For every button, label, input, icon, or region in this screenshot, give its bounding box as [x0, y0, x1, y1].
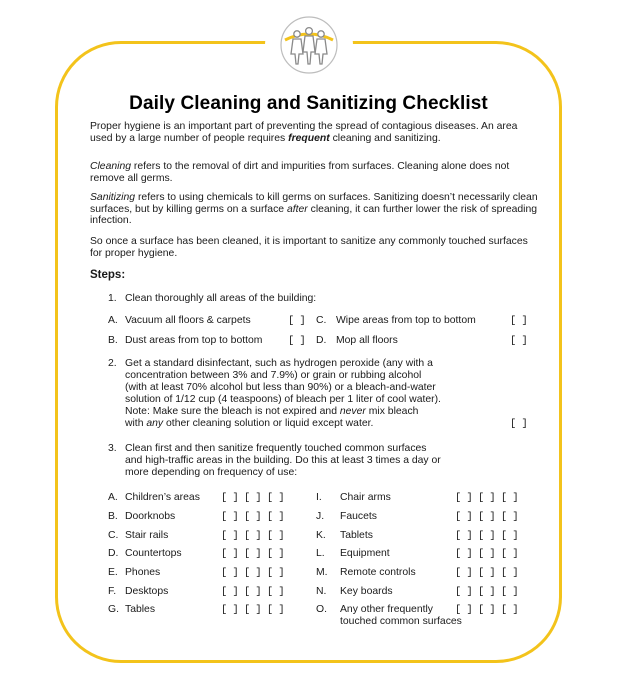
step-1-item-b-checkbox[interactable]: [ ] — [288, 335, 306, 347]
step-3-left-label: Doorknobs — [125, 511, 176, 522]
step-3-line-2: and high-traffic areas in the building. Do this at least 3 times a day or — [125, 455, 441, 466]
step-3-right-letter: O. — [316, 604, 327, 615]
step-3-right-label: Equipment — [340, 548, 390, 559]
page-title: Daily Cleaning and Sanitizing Checklist — [129, 93, 488, 114]
step-2-line-6: with any other cleaning solution or liquid except water. — [125, 418, 374, 429]
step-3-right-letter: I. — [316, 492, 322, 503]
step-3-right-label: Tablets — [340, 530, 373, 541]
step-2-line-1: Get a standard disinfectant, such as hydrogen peroxide (any with a — [125, 358, 433, 369]
step-3-left-label: Children’s areas — [125, 492, 200, 503]
step-1-item-b-label: Dust areas from top to bottom — [125, 335, 263, 346]
step-3-left-letter: C. — [108, 530, 119, 541]
step-3-left-label: Desktops — [125, 586, 169, 597]
step-3-left-checkboxes[interactable]: [ ] [ ] [ ] — [221, 511, 285, 523]
step-1-item-a-checkbox[interactable]: [ ] — [288, 315, 306, 327]
step-3-right-checkboxes[interactable]: [ ] [ ] [ ] — [455, 586, 519, 598]
step-3-left-checkboxes[interactable]: [ ] [ ] [ ] — [221, 586, 285, 598]
step-1-text: Clean thoroughly all areas of the building: — [125, 293, 317, 304]
step-3-left-checkboxes[interactable]: [ ] [ ] [ ] — [221, 530, 285, 542]
step-1-item-c-label: Wipe areas from top to bottom — [336, 315, 476, 326]
step-3-line-3: more depending on frequency of use: — [125, 467, 298, 478]
step-3-number: 3. — [108, 443, 117, 454]
intro-paragraph-1: Proper hygiene is an important part of preventing the spread of contagious diseases. An area used by a large number of people requires frequent cleaning and sanitizing. — [90, 121, 518, 144]
step-3-right-label-continued: touched common surfaces — [340, 616, 462, 627]
step-2-line-5: Note: Make sure the bleach is not expired and never mix bleach — [125, 406, 419, 417]
step-3-left-letter: E. — [108, 567, 118, 578]
step-3-right-letter: K. — [316, 530, 326, 541]
intro-paragraph-3: Sanitizing refers to using chemicals to kill germs on surfaces. Sanitizing doesn’t necessarily clean surfaces, but by killing germs on a surface after cleaning, it can further lower the risk of spreading infection. — [90, 192, 538, 226]
step-1-item-d-label: Mop all floors — [336, 335, 398, 346]
step-1-item-c-checkbox[interactable]: [ ] — [510, 315, 528, 327]
step-3-right-label: Chair arms — [340, 492, 391, 503]
step-3-left-letter: F. — [108, 586, 117, 597]
step-2-line-2: concentration between 3% and 7.9%) or grain or rubbing alcohol — [125, 370, 422, 381]
step-3-left-checkboxes[interactable]: [ ] [ ] [ ] — [221, 604, 285, 616]
step-1-item-d-letter: D. — [316, 335, 327, 346]
step-1-item-d-checkbox[interactable]: [ ] — [510, 335, 528, 347]
step-3-right-checkboxes[interactable]: [ ] [ ] [ ] — [455, 492, 519, 504]
step-2-line-4: solution of 1/12 cup (4 teaspoons) of bleach per 1 liter of cool water). — [125, 394, 441, 405]
step-3-right-letter: M. — [316, 567, 328, 578]
intro-paragraph-4: So once a surface has been cleaned, it is important to sanitize any commonly touched surfaces for proper hygiene. — [90, 236, 528, 259]
step-3-right-label: Any other frequently — [340, 604, 433, 615]
step-3-left-letter: D. — [108, 548, 119, 559]
steps-heading: Steps: — [90, 269, 126, 281]
step-3-right-checkboxes[interactable]: [ ] [ ] [ ] — [455, 511, 519, 523]
step-3-right-checkboxes[interactable]: [ ] [ ] [ ] — [455, 548, 519, 560]
step-1-item-a-label: Vacuum all floors & carpets — [125, 315, 251, 326]
step-2-checkbox[interactable]: [ ] — [510, 418, 528, 430]
step-2-line-3: (with at least 70% alcohol but less than 90%) or a bleach-and-water — [125, 382, 436, 393]
step-3-left-label: Stair rails — [125, 530, 169, 541]
step-3-right-label: Faucets — [340, 511, 377, 522]
step-3-right-letter: N. — [316, 586, 327, 597]
step-3-left-checkboxes[interactable]: [ ] [ ] [ ] — [221, 548, 285, 560]
step-3-line-1: Clean first and then sanitize frequently touched common surfaces — [125, 443, 427, 454]
step-3-right-letter: J. — [316, 511, 325, 522]
step-3-left-letter: A. — [108, 492, 118, 503]
people-logo-icon — [265, 14, 353, 76]
step-2-number: 2. — [108, 358, 117, 369]
step-1-item-c-letter: C. — [316, 315, 327, 326]
step-3-right-letter: L. — [316, 548, 325, 559]
intro-paragraph-2: Cleaning refers to the removal of dirt and impurities from surfaces. Cleaning alone does not remove all germs. — [90, 161, 510, 184]
step-3-right-checkboxes[interactable]: [ ] [ ] [ ] — [455, 530, 519, 542]
step-3-left-checkboxes[interactable]: [ ] [ ] [ ] — [221, 492, 285, 504]
step-1-item-b-letter: B. — [108, 335, 118, 346]
step-3-left-letter: B. — [108, 511, 118, 522]
step-1-item-a-letter: A. — [108, 315, 118, 326]
step-1-number: 1. — [108, 293, 117, 304]
step-3-left-label: Countertops — [125, 548, 182, 559]
step-3-left-checkboxes[interactable]: [ ] [ ] [ ] — [221, 567, 285, 579]
step-3-right-checkboxes[interactable]: [ ] [ ] [ ] — [455, 604, 519, 616]
step-3-left-label: Tables — [125, 604, 156, 615]
step-3-right-checkboxes[interactable]: [ ] [ ] [ ] — [455, 567, 519, 579]
step-3-right-label: Key boards — [340, 586, 393, 597]
step-3-left-letter: G. — [108, 604, 119, 615]
step-3-left-label: Phones — [125, 567, 161, 578]
step-3-right-label: Remote controls — [340, 567, 416, 578]
